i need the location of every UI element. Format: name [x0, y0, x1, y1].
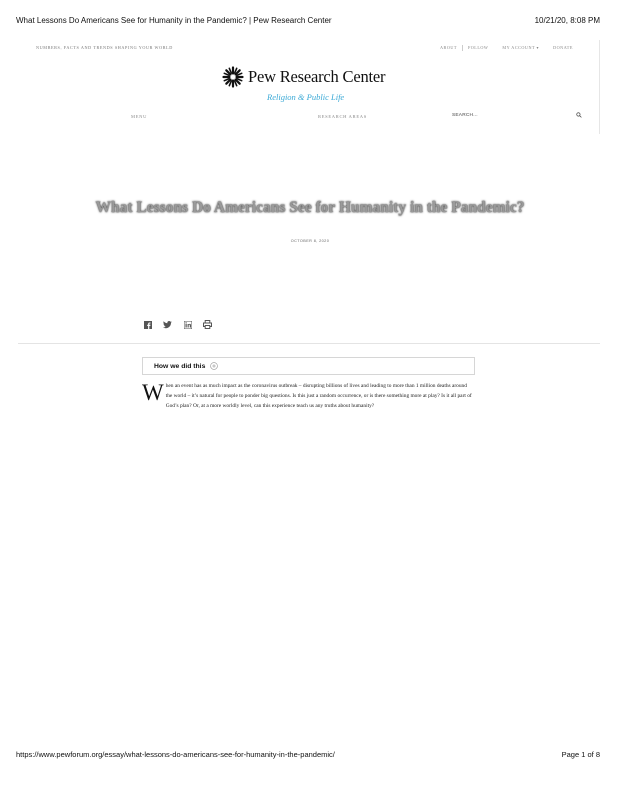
pew-starburst-icon	[222, 66, 244, 88]
link-separator	[462, 45, 463, 51]
drop-cap: W	[142, 380, 164, 405]
about-link[interactable]: ABOUT	[440, 45, 457, 50]
research-areas-button[interactable]: RESEARCH AREAS	[318, 114, 367, 119]
article-divider	[18, 343, 600, 344]
linkedin-icon[interactable]	[183, 320, 192, 329]
menu-button[interactable]: MENU	[131, 114, 148, 119]
how-we-did-this-toggle[interactable]	[142, 357, 475, 375]
print-header-title: What Lessons Do Americans See for Humanity in the Pandemic? | Pew Research Center	[16, 16, 332, 25]
article-body-paragraph	[142, 381, 474, 412]
my-account-link[interactable]: MY ACCOUNT ▾	[502, 45, 540, 50]
search-input[interactable]	[452, 110, 582, 120]
print-icon[interactable]	[203, 320, 212, 329]
print-footer-url: https://www.pewforum.org/essay/what-lessons-do-americans-see-for-humanity-in-the-pandemic/	[16, 750, 335, 759]
how-we-did-this-label: How we did this	[154, 362, 206, 370]
site-tagline: NUMBERS, FACTS AND TRENDS SHAPING YOUR WORLD	[36, 45, 173, 50]
share-bar	[143, 320, 212, 329]
search-placeholder: SEARCH...	[452, 112, 478, 118]
facebook-icon[interactable]	[143, 320, 152, 329]
donate-link[interactable]: DONATE	[553, 45, 573, 50]
brand-name: Pew Research Center	[248, 67, 386, 86]
top-utility-links	[440, 45, 573, 51]
plus-circle-icon	[210, 362, 218, 370]
search-icon[interactable]	[576, 112, 582, 118]
subbrand-religion-public-life[interactable]: Religion & Public Life	[267, 92, 345, 102]
article-headline: What Lessons Do Americans See for Humanity in the Pandemic?	[95, 199, 525, 216]
article-date: OCTOBER 8, 2020	[290, 239, 330, 243]
article-body-text: hen an event has as much impact as the coronavirus outbreak – disrupting billions of lives and leading to more than 1 million deaths around the world – it’s natural for people to ponder big questions. Is this just a random occurrence, or is there something more at play? Is it all part of God’s plan? Or, at a more worldly level, can this experience teach us any truths about humanity?	[165, 383, 472, 410]
twitter-icon[interactable]	[163, 320, 172, 329]
print-header-datetime: 10/21/20, 8:08 PM	[534, 16, 600, 25]
pew-logo[interactable]	[222, 66, 385, 88]
print-footer-page: Page 1 of 8	[561, 750, 600, 759]
follow-link[interactable]: FOLLOW	[467, 45, 489, 50]
